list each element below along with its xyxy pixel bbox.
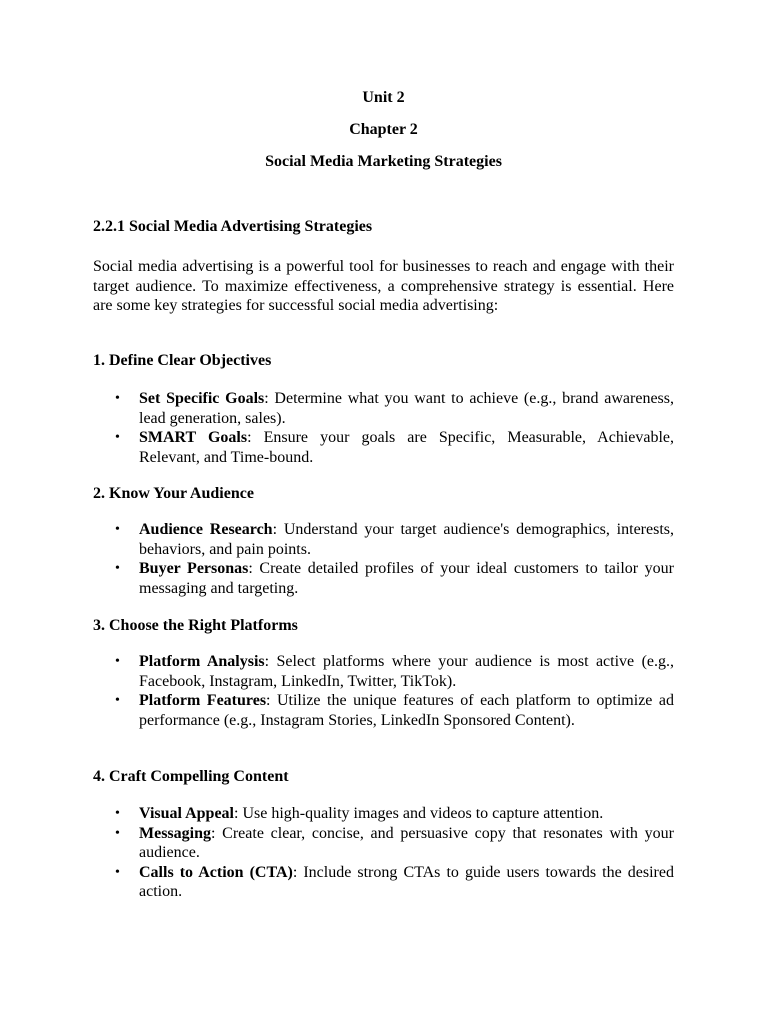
chapter-title: Chapter 2	[349, 121, 418, 138]
item-text: : Understand your target audience's demographics, interests, behaviors, and pain points.	[139, 521, 675, 558]
strategy-list-4	[93, 804, 674, 902]
item-term: Visual Appeal	[139, 805, 234, 822]
item-term: Buyer Personas	[139, 560, 249, 577]
item-term: Messaging	[139, 824, 211, 842]
item-text: : Create detailed profiles of your ideal customers to tailor your messaging and targeting.	[139, 560, 675, 597]
bullet-icon: •	[115, 806, 120, 821]
document-title: Social Media Marketing Strategies	[265, 153, 502, 170]
strategy-list-2	[93, 520, 674, 598]
section-heading: 2.2.1 Social Media Advertising Strategies	[93, 218, 373, 235]
item-term: Set Specific Goals	[139, 390, 265, 407]
bullet-icon: •	[115, 825, 120, 841]
strategy-heading-2: 2. Know Your Audience	[93, 485, 254, 502]
item-text: : Determine what you want to achieve (e.g., brand awareness, lead generation, sales).	[139, 390, 674, 427]
list-item	[93, 691, 674, 730]
strategy-list-3	[93, 652, 674, 730]
item-term: Platform Analysis	[139, 653, 265, 670]
list-item	[93, 428, 674, 467]
list-item	[93, 863, 674, 902]
list-item	[93, 804, 674, 824]
item-text: : Select platforms where your audience is most active (e.g., Facebook, Instagram, LinkedIn, Twitter, TikTok).	[139, 653, 675, 690]
item-term: Platform Features	[139, 692, 267, 709]
bullet-icon: •	[115, 693, 120, 708]
item-text: : Ensure your goals are Specific, Measurable, Achievable, Relevant, and Time-bound.	[139, 429, 675, 466]
strategy-heading-4: 4. Craft Compelling Content	[93, 768, 289, 785]
unit-title: Unit 2	[362, 89, 405, 106]
strategy-heading-3: 3. Choose the Right Platforms	[93, 617, 298, 634]
strategy-heading-1: 1. Define Clear Objectives	[93, 352, 272, 369]
item-term: Calls to Action (CTA)	[139, 863, 293, 881]
list-item	[93, 652, 674, 691]
bullet-icon: •	[115, 864, 120, 880]
list-item	[93, 389, 674, 428]
item-text: : Use high-quality images and videos to capture attention.	[234, 805, 604, 822]
bullet-icon: •	[115, 522, 120, 537]
list-item	[93, 520, 674, 559]
item-text: : Include strong CTAs to guide users towards the desired action.	[139, 863, 674, 900]
bullet-icon: •	[115, 561, 120, 576]
bullet-icon: •	[115, 654, 120, 669]
bullet-icon: •	[115, 430, 120, 445]
bullet-icon: •	[115, 391, 120, 406]
item-term: SMART Goals	[139, 429, 248, 446]
item-text: : Create clear, concise, and persuasive copy that resonates with your audience.	[139, 824, 674, 861]
list-item	[93, 559, 674, 598]
item-term: Audience Research	[139, 521, 273, 538]
intro-paragraph: Social media advertising is a powerful tool for businesses to reach and engage with their target audience. To maximize effectiveness, a comprehensive strategy is essential. Here are some key strategies for successful social media advertising:	[93, 258, 674, 314]
list-item	[93, 824, 674, 863]
strategy-list-1	[93, 389, 674, 467]
item-text: : Utilize the unique features of each platform to optimize ad performance (e.g., Instagram Stories, LinkedIn Sponsored Content).	[139, 692, 675, 729]
